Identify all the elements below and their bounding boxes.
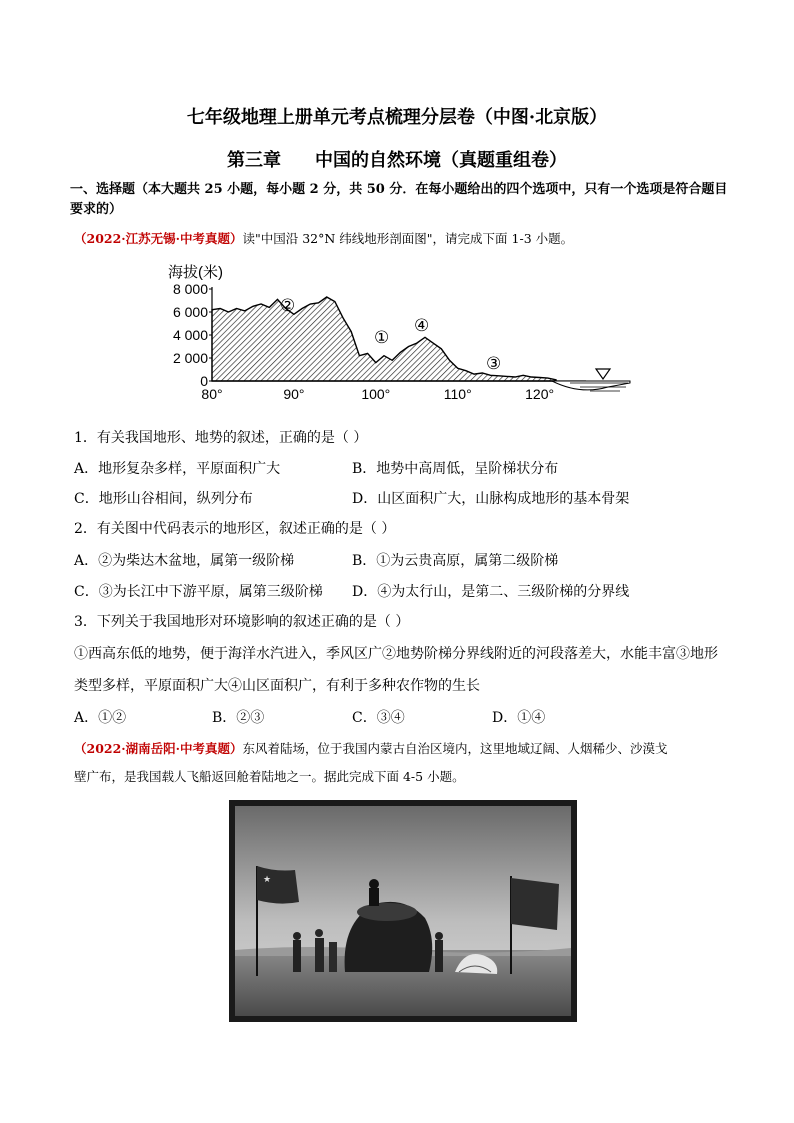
group2-text-line1: 东风着陆场，位于我国内蒙古自治区境内，这里地域辽阔、人烟稀少、沙漠戈: [242, 741, 668, 756]
y-axis-label: 海拔(米): [168, 264, 223, 281]
question-3-option-b[interactable]: B．②③: [212, 710, 265, 726]
chapter-heading: [0, 146, 794, 172]
x-tick-label: 80°: [201, 386, 223, 402]
svg-text:★: ★: [263, 874, 272, 884]
marker-3: ③: [486, 354, 502, 373]
section-instructions: 一、选择题（本大题共 25 小题，每小题 2 分，共 50 分．在每小题给出的四个选项中，只有一个选项是符合题目要求的）: [70, 182, 728, 217]
page-title: 七年级地理上册单元考点梳理分层卷（中图·北京版）: [186, 107, 608, 128]
y-tick-label: 8 000: [172, 281, 208, 297]
question-3-stem: 3．下列关于我国地形对环境影响的叙述正确的是（ ）: [74, 614, 410, 630]
y-tick-label: 6 000: [172, 304, 208, 320]
question-1-stem: 1．有关我国地形、地势的叙述，正确的是（ ）: [74, 430, 368, 446]
x-tick-label: 110°: [443, 386, 472, 402]
marker-1: ①: [374, 328, 390, 347]
sea-area: [552, 369, 630, 391]
y-tick-label: 2 000: [172, 350, 208, 366]
question-2-option-c[interactable]: C．③为长江中下游平原，属第三级阶梯: [74, 584, 323, 600]
question-2-stem: 2．有关图中代码表示的地形区，叙述正确的是（ ）: [74, 521, 396, 537]
question-3-option-a[interactable]: A．①②: [74, 710, 127, 726]
group2-intro-line1: [74, 739, 668, 757]
y-tick-label: 0: [200, 373, 208, 389]
question-3-statements-line1: ①西高东低的地势，便于海洋水汽进入，季风区广②地势阶梯分界线附近的河段落差大，水能丰富③地形: [74, 646, 718, 662]
question-1-option-c[interactable]: C．地形山谷相间，纵列分布: [74, 491, 253, 507]
x-tick-label: 90°: [283, 386, 305, 402]
landing-site-photo: [229, 800, 577, 1022]
question-3-option-c[interactable]: C．③④: [352, 710, 405, 726]
question-3-option-d[interactable]: D．①④: [492, 710, 546, 726]
question-1-option-d[interactable]: D．山区面积广大，山脉构成地形的基本骨架: [352, 491, 630, 507]
group1-intro: [74, 229, 573, 247]
question-2-option-a[interactable]: A．②为柴达木盆地，属第一级阶梯: [74, 553, 295, 569]
question-2-option-d[interactable]: D．④为太行山，是第二、三级阶梯的分界线: [352, 584, 630, 600]
terrain-profile-chart: [160, 255, 640, 405]
x-tick-label: 100°: [361, 386, 391, 402]
marker-2: ②: [280, 296, 296, 315]
chapter-title: 中国的自然环境（真题重组卷）: [315, 150, 567, 171]
group2-intro-line2: 壁广布，是我国载人飞船返回舱着陆地之一。据此完成下面 4-5 小题。: [74, 769, 465, 784]
question-3-statements-line2: 类型多样，平原面积广大④山区面积广，有利于多种农作物的生长: [74, 678, 480, 694]
question-1-option-b[interactable]: B．地势中高周低，呈阶梯状分布: [352, 461, 559, 477]
sea-level-triangle-icon: [596, 369, 610, 379]
marker-4: ④: [414, 316, 430, 335]
y-tick-label: 4 000: [172, 327, 208, 343]
x-tick-label: 120°: [525, 386, 555, 402]
group1-text: 读"中国沿 32°N 纬线地形剖面图"，请完成下面 1-3 小题。: [242, 231, 574, 246]
question-1-option-a[interactable]: A．地形复杂多样，平原面积广大: [74, 461, 281, 477]
chapter-number: 第三章: [227, 150, 281, 171]
group1-source: （2022·江苏无锡·中考真题）: [74, 231, 243, 246]
group2-source: （2022·湖南岳阳·中考真题）: [74, 741, 243, 756]
question-2-option-b[interactable]: B．①为云贵高原，属第二级阶梯: [352, 553, 559, 569]
